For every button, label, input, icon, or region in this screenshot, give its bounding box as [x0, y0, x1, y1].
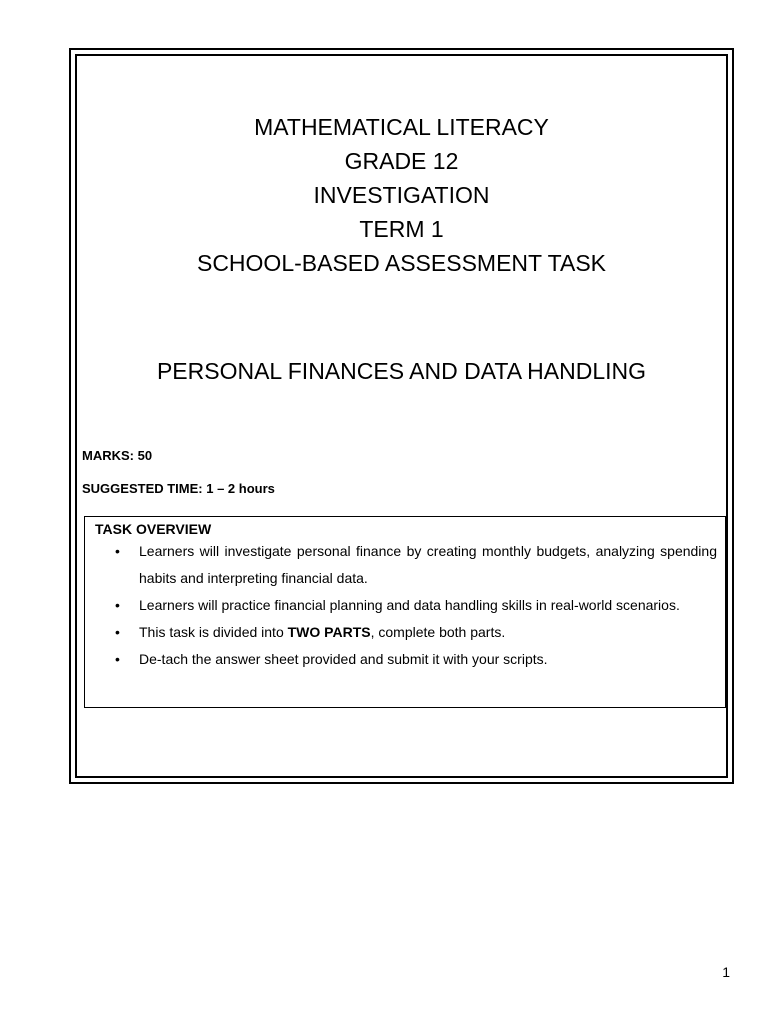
cover-frame	[69, 48, 734, 784]
suggested-time-label: SUGGESTED TIME: 1 – 2 hours	[82, 481, 275, 496]
list-item	[115, 646, 717, 673]
list-item-text-start: This task is divided into	[139, 624, 288, 640]
grade-heading: GRADE 12	[344, 148, 459, 174]
bullet-icon: •	[115, 651, 120, 667]
bullet-icon: •	[115, 624, 120, 640]
list-item-emphasis: TWO PARTS	[287, 624, 371, 640]
list-item-text: De-tach the answer sheet provided and submit it with your scripts.	[139, 651, 548, 667]
subject-heading: MATHEMATICAL LITERACY	[254, 114, 549, 140]
task-overview-box	[84, 516, 726, 708]
bullet-icon: •	[115, 597, 120, 613]
assessment-heading: SCHOOL-BASED ASSESSMENT TASK	[196, 250, 606, 276]
task-overview-list	[95, 538, 717, 673]
term-heading: TERM 1	[359, 216, 444, 242]
topic-title: PERSONAL FINANCES AND DATA HANDLING	[156, 358, 647, 384]
list-item	[115, 592, 717, 619]
list-item	[115, 538, 717, 592]
list-item	[115, 619, 717, 646]
marks-label: MARKS: 50	[82, 448, 153, 463]
task-overview-title: TASK OVERVIEW	[95, 521, 212, 537]
list-item-text-end: , complete both parts.	[370, 624, 506, 640]
task-type-heading: INVESTIGATION	[313, 182, 490, 208]
cover-inner-frame	[75, 54, 728, 778]
title-block	[77, 110, 726, 280]
list-item-text: Learners will investigate personal finance by creating monthly budgets, analyzing spending habits and interpreting financial data.	[139, 543, 717, 586]
page-number: 1	[722, 964, 730, 980]
bullet-icon: •	[115, 543, 120, 559]
list-item-text: Learners will practice financial planning and data handling skills in real-world scenarios.	[139, 597, 680, 613]
